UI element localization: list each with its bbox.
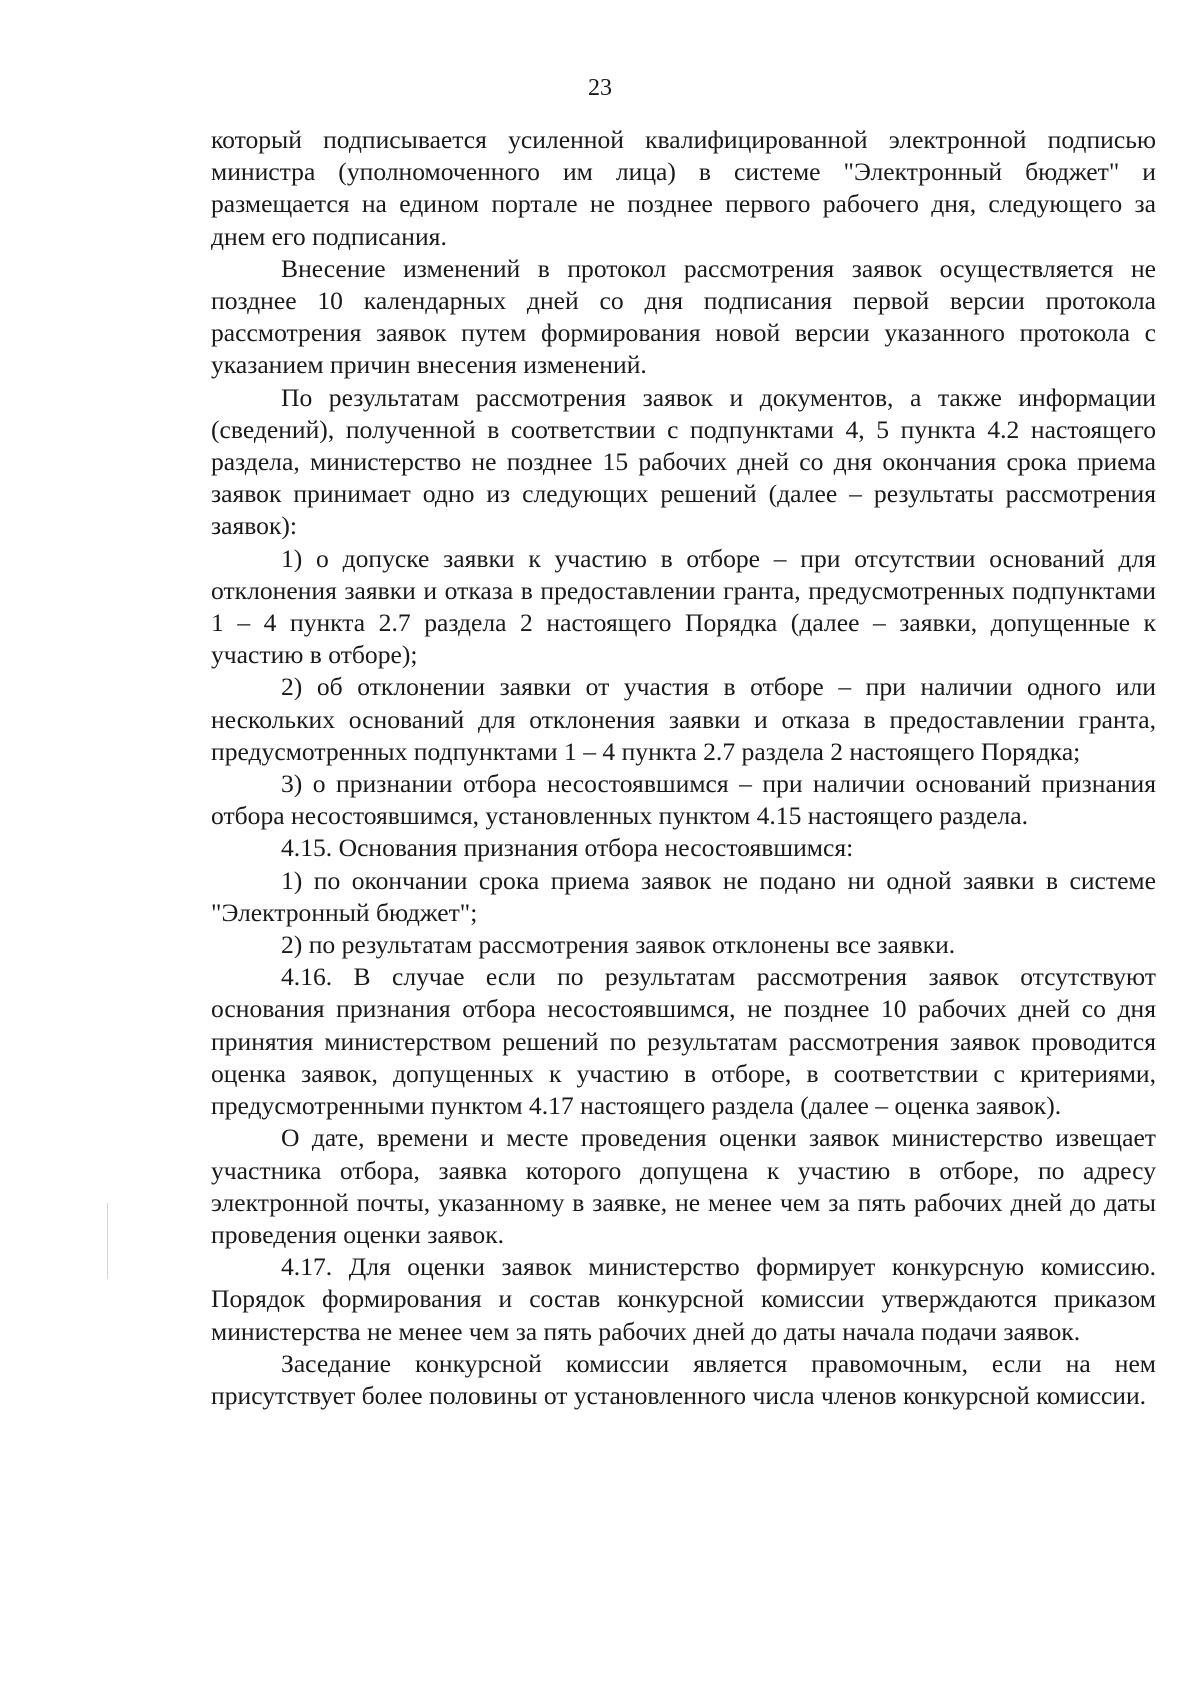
list-item-failed-selection: 3) о признании отбора несостоявшимся – при наличии оснований признания отбора несостоявшимся, установленных пунктом 4.15 настоящего раздела.	[211, 769, 1156, 831]
section-4-16: 4.16. В случае если по результатам рассмотрения заявок отсутствуют основания признания отбора несостоявшимся, не позднее 10 рабочих дней со дня принятия министерством решений по результатам рассмотрения заявок проводится оценка заявок, допущенных к участию в отборе, в соответствии с критериями, предусмотренными пунктом 4.17 настоящего раздела (далее – оценка заявок).	[211, 962, 1156, 1121]
paragraph-evaluation-notice: О дате, времени и месте проведения оценки заявок министерство извещает участника отбора, заявка которого допущена к участию в отборе, по адресу электронной почты, указанному в заявке, не менее чем за пять рабочих дней до даты проведения оценки заявок.	[211, 1123, 1156, 1249]
paragraph-review-results: По результатам рассмотрения заявок и документов, а также информации (сведений), полученной в соответствии с подпунктами 4, 5 пункта 4.2 настоящего раздела, министерство не позднее 15 рабочих дней со дня окончания срока приема заявок принимает одно из следующих решений (далее – результаты рассмотрения заявок):	[211, 382, 1156, 541]
list-item-no-applications: 1) по окончании срока приема заявок не подано ни одной заявки в системе "Электронный бюджет";	[211, 865, 1156, 927]
paragraph-continuation: который подписывается усиленной квалифицированной электронной подписью министра (уполномоченного им лица) в системе "Электронный бюджет" и размещается на едином портале не позднее первого рабочего дня, следующего за днем его подписания.	[211, 125, 1156, 251]
section-4-17: 4.17. Для оценки заявок министерство формирует конкурсную комиссию. Порядок формирования и состав конкурсной комиссии утверждаются приказом министерства не менее чем за пять рабочих дней до даты начала подачи заявок.	[211, 1252, 1156, 1346]
section-4-15-heading: 4.15. Основания признания отбора несостоявшимся:	[281, 833, 854, 863]
paragraph-protocol-changes: Внесение изменений в протокол рассмотрения заявок осуществляется не позднее 10 календарных дней со дня подписания первой версии протокола рассмотрения заявок путем формирования новой версии указанного протокола с указанием причин внесения изменений.	[211, 253, 1156, 380]
page-number: 23	[588, 75, 612, 101]
list-item-rejection: 2) об отклонении заявки от участия в отборе – при наличии одного или нескольких оснований для отклонения заявки и отказа в предоставлении гранта, предусмотренных подпунктами 1 – 4 пункта 2.7 раздела 2 настоящего Порядка;	[211, 672, 1156, 766]
list-item-all-rejected: 2) по результатам рассмотрения заявок отклонены все заявки.	[281, 930, 956, 960]
document-body	[211, 124, 1156, 1412]
list-item-admission: 1) о допуске заявки к участию в отборе – при отсутствии оснований для отклонения заявки и отказа в предоставлении гранта, предусмотренных подпунктами 1 – 4 пункта 2.7 раздела 2 настоящего Порядка (далее – заявки, допущенные к участию в отборе);	[211, 543, 1156, 670]
paragraph-commission-quorum: Заседание конкурсной комиссии является правомочным, если на нем присутствует более половины от установленного числа членов конкурсной комиссии.	[211, 1348, 1156, 1410]
margin-mark	[107, 1203, 108, 1279]
